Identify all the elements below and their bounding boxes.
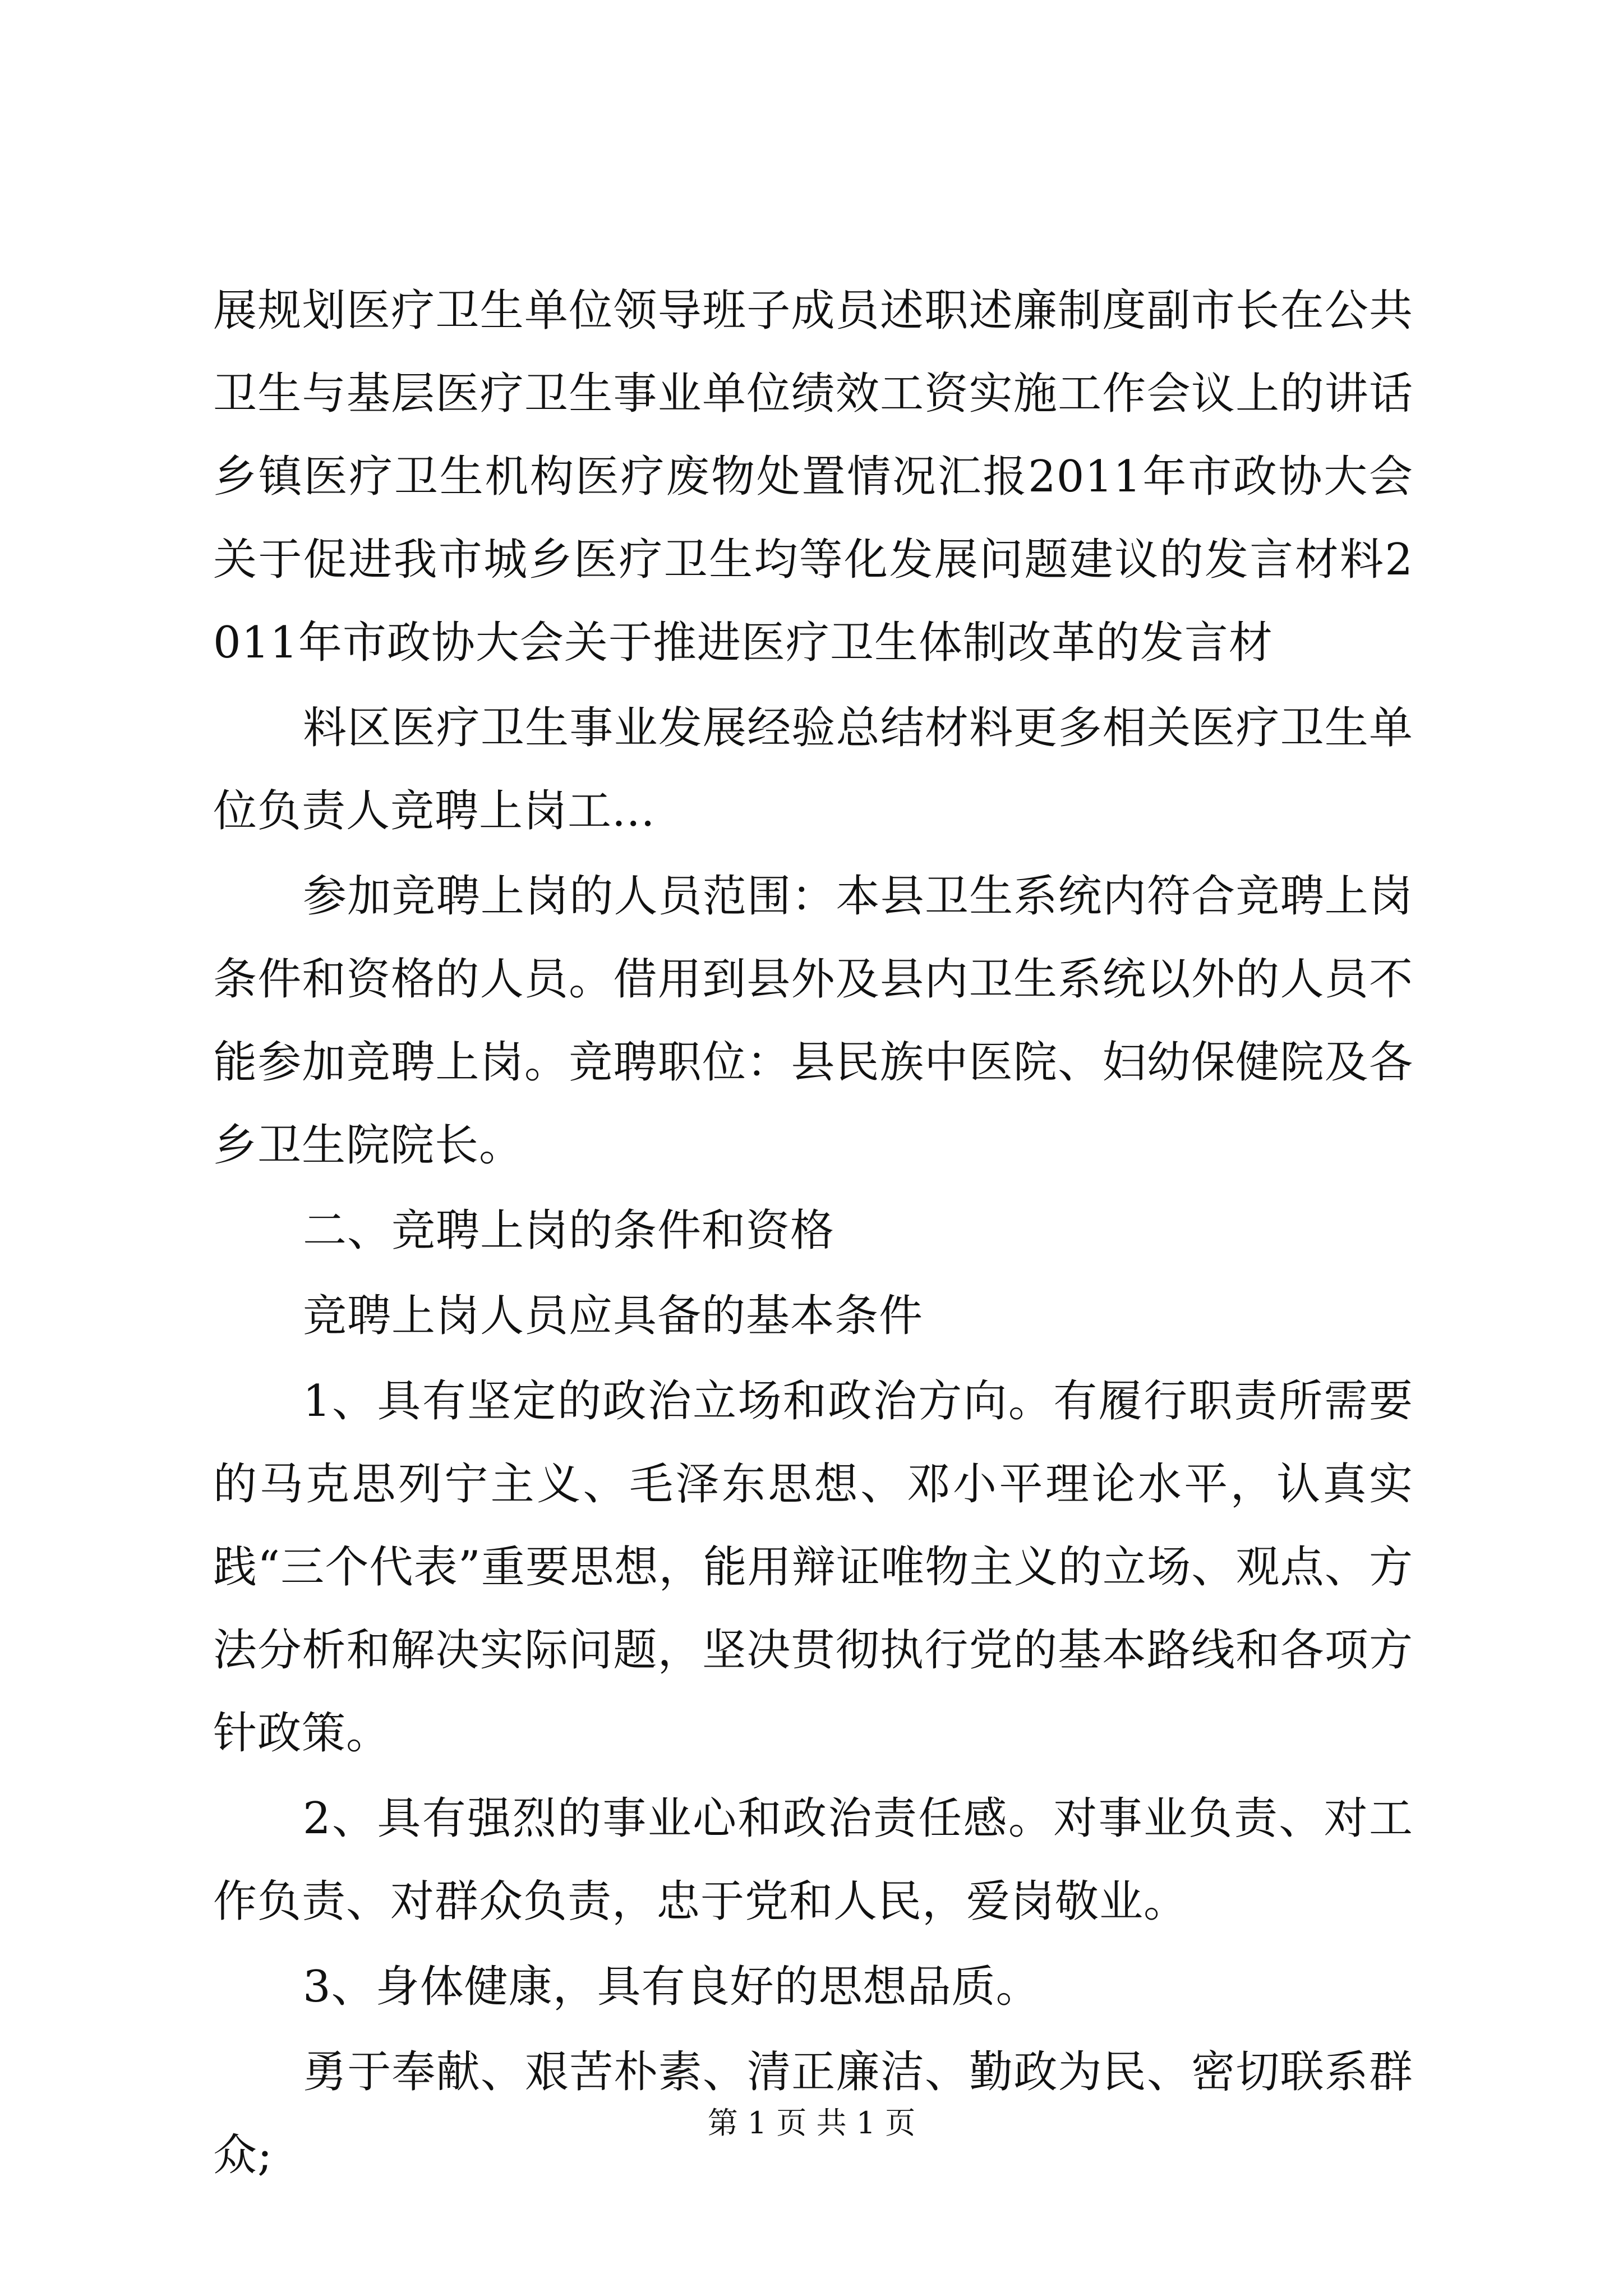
condition-item-3: 3、身体健康，具有良好的思想品质。	[303, 1962, 1040, 2012]
page-footer: 第 1 页 共 1 页	[707, 2105, 916, 2141]
document-body	[213, 269, 1413, 2199]
paragraph-related-titles-continued: 料区医疗卫生事业发展经验总结材料更多相关医疗卫生单位负责人竞聘上岗工...	[213, 703, 1413, 836]
paragraph-virtues: 勇于奉献、艰苦朴素、清正廉洁、勤政为民、密切联系群众;	[213, 2047, 1413, 2180]
paragraph-related-titles: 展规划医疗卫生单位领导班子成员述职述廉制度副市长在公共卫生与基层医疗卫生事业单位绩效工资实施工作会议上的讲话乡镇医疗卫生机构医疗废物处置情况汇报2011年市政协大会关于促进我市城乡医疗卫生均等化发展问题建议的发言材料2011年市政协大会关于推进医疗卫生体制改革的发言材	[213, 286, 1413, 668]
paragraph-eligible-personnel: 参加竞聘上岗的人员范围：本县卫生系统内符合竞聘上岗条件和资格的人员。借用到县外及县内卫生系统以外的人员不能参加竞聘上岗。竞聘职位：县民族中医院、妇幼保健院及各乡卫生院院长。	[213, 871, 1413, 1171]
subheading-basic-conditions: 竞聘上岗人员应具备的基本条件	[303, 1291, 924, 1341]
condition-item-2: 2、具有强烈的事业心和政治责任感。对事业负责、对工作负责、对群众负责，忠于党和人民，爱岗敬业。	[213, 1793, 1413, 1927]
section-heading-conditions: 二、竞聘上岗的条件和资格	[303, 1205, 835, 1256]
condition-item-1: 1、具有坚定的政治立场和政治方向。有履行职责所需要的马克思列宁主义、毛泽东思想、邓小平理论水平，认真实践“三个代表”重要思想，能用辩证唯物主义的立场、观点、方法分析和解决实际问题，坚决贯彻执行党的基本路线和各项方针政策。	[213, 1376, 1413, 1759]
